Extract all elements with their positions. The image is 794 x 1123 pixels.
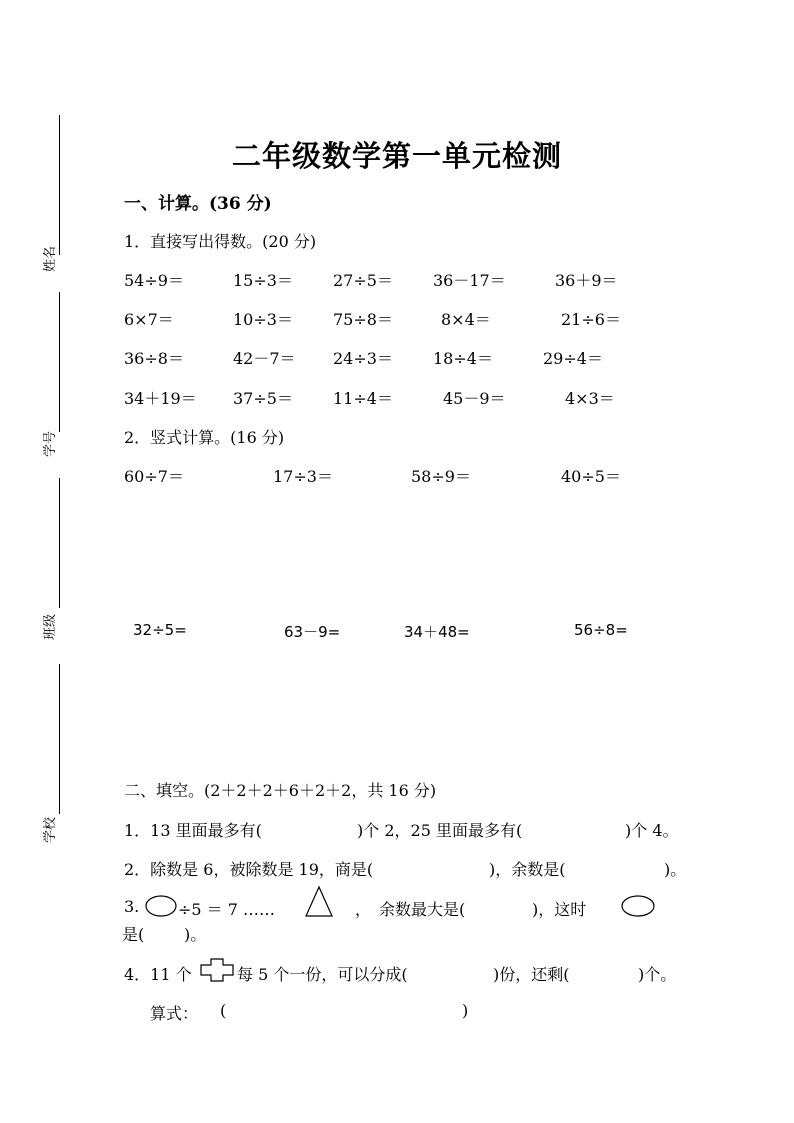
equation: 11÷4＝ [333, 389, 393, 408]
fill-q3-line2-b: )。 [184, 925, 207, 944]
equation: 36－17＝ [433, 271, 506, 290]
vertical-calc-item: 58÷9＝ [411, 467, 471, 486]
vertical-calc-item: 56÷8= [574, 621, 628, 639]
equation: 45－9＝ [443, 389, 506, 408]
school-label: 学校 [43, 816, 58, 843]
fill-q2-text-c: )。 [664, 860, 687, 879]
equation: 42－7＝ [233, 349, 296, 368]
fill-q3-line2-a: 是( [122, 925, 145, 944]
circle-shape-icon [145, 895, 177, 917]
binding-line-4 [59, 664, 60, 814]
equation: 4×3＝ [565, 389, 615, 408]
equation: 24÷3＝ [333, 349, 393, 368]
fill-q3-number: 3. [124, 897, 140, 916]
equation: 21÷6＝ [561, 310, 621, 329]
student-number-label: 学号 [43, 430, 58, 457]
equation: 18÷4＝ [433, 349, 493, 368]
fill-q4-text-b: 每 5 个一份，可以分成( [237, 965, 408, 984]
fill-q4-text-a: 4．11 个 [124, 965, 192, 984]
equation: 8×4＝ [441, 310, 491, 329]
equation: 15÷3＝ [233, 271, 293, 290]
vertical-calc-item: 60÷7＝ [124, 467, 184, 486]
name-label: 姓名 [43, 245, 58, 272]
circle-shape-icon [621, 895, 655, 917]
equation: 34＋19＝ [124, 389, 197, 408]
vertical-calc-item: 34＋48= [404, 623, 470, 641]
fill-q3-text-mid: ， 余数最大是( [355, 900, 466, 919]
vertical-calc-item: 32÷5= [133, 621, 187, 639]
equation: 27÷5＝ [333, 271, 393, 290]
fill-q1-text-b: )个 2，25 里面最多有( [357, 821, 523, 840]
fill-q4-text-c: )份，还剩( [493, 965, 570, 984]
equation: 36＋9＝ [555, 271, 618, 290]
section-2-heading: 二、填空。(2＋2＋2＋6＋2＋2，共 16 分) [124, 781, 437, 800]
formula-open-paren: ( [220, 1001, 227, 1020]
fill-q1-text-a: 1．13 里面最多有( [124, 821, 262, 840]
part-1-heading: 1．直接写出得数。(20 分) [124, 232, 317, 251]
fill-q2-text-a: 2．除数是 6，被除数是 19，商是( [124, 860, 374, 879]
equation: 36÷8＝ [124, 349, 184, 368]
equation: 29÷4＝ [543, 349, 603, 368]
vertical-calc-item: 63－9= [284, 623, 341, 641]
vertical-calc-item: 40÷5＝ [561, 467, 621, 486]
formula-close-paren: ) [462, 1001, 469, 1020]
cross-shape-icon [200, 958, 234, 982]
equation: 75÷8＝ [333, 310, 393, 329]
fill-q2-text-b: )，余数是( [489, 860, 566, 879]
triangle-shape-icon [305, 886, 333, 918]
binding-line-2 [59, 292, 60, 432]
formula-label: 算式： [150, 1004, 199, 1023]
part-2-heading: 2．竖式计算。(16 分) [124, 428, 285, 447]
class-label: 班级 [43, 613, 58, 640]
equation: 10÷3＝ [233, 310, 293, 329]
fill-q3-equation: ÷5 ＝ 7 …… [178, 900, 276, 919]
vertical-calc-item: 17÷3＝ [273, 467, 333, 486]
fill-q3-text-end: )，这时 [532, 900, 587, 919]
page-title: 二年级数学第一单元检测 [231, 139, 562, 173]
section-1-heading: 一、计算。(36 分) [124, 194, 272, 214]
equation: 54÷9＝ [124, 271, 184, 290]
fill-q1-text-c: )个 4。 [625, 821, 679, 840]
fill-q4-text-d: )个。 [638, 965, 677, 984]
equation: 37÷5＝ [233, 389, 293, 408]
binding-line-3 [59, 478, 60, 608]
equation: 6×7＝ [124, 310, 174, 329]
